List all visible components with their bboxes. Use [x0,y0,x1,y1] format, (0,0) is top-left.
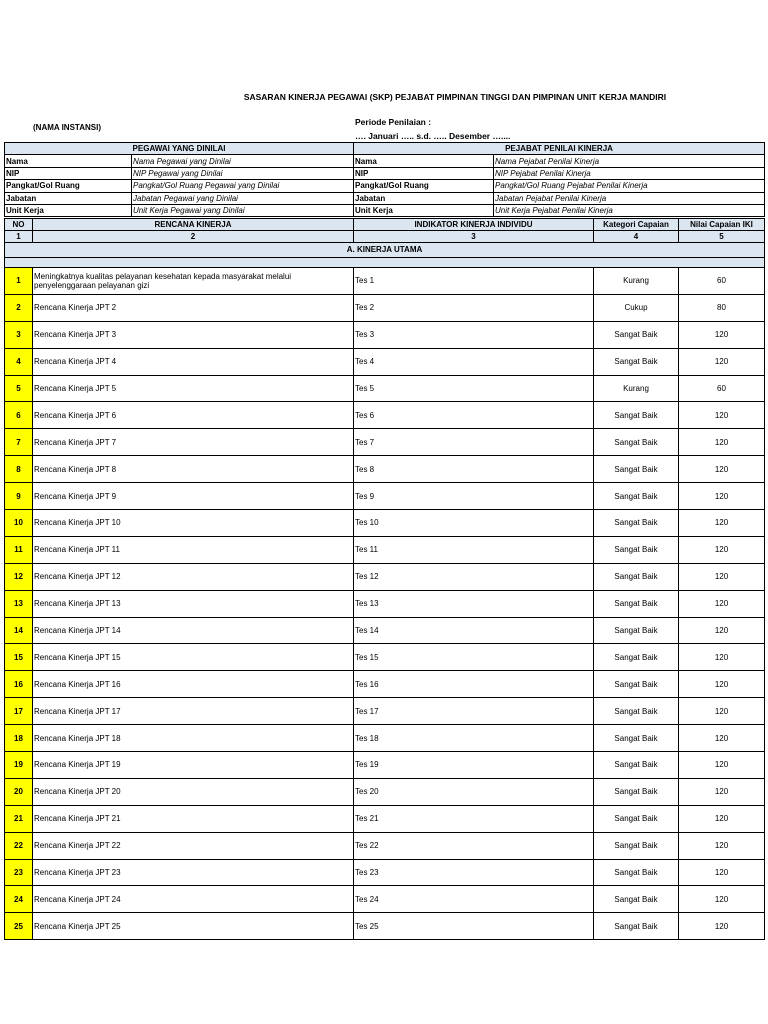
spacer-row [5,258,765,268]
penilai-label: Unit Kerja [354,204,494,216]
header-rencana: RENCANA KINERJA [33,219,354,231]
nilai-capaian: 120 [679,510,765,537]
nilai-capaian: 120 [679,617,765,644]
row-number: 14 [5,617,33,644]
kategori-capaian: Sangat Baik [594,644,679,671]
nilai-capaian: 120 [679,563,765,590]
row-number: 10 [5,510,33,537]
periode-label: Periode Penilaian : [355,117,432,127]
identity-row [5,167,765,179]
rencana-kinerja: Rencana Kinerja JPT 8 [33,456,354,483]
document-title: SASARAN KINERJA PEGAWAI (SKP) PEJABAT PIMPINAN TINGGI DAN PIMPINAN UNIT KERJA MANDIRI [243,92,667,102]
rencana-kinerja: Rencana Kinerja JPT 3 [33,321,354,348]
header-kategori: Kategori Capaian [594,219,679,231]
rencana-kinerja: Meningkatnya kualitas pelayanan kesehatan kepada masyarakat melalui penyelenggaraan pelayanan gizi [33,268,354,295]
table-row [5,671,765,698]
table-row [5,268,765,295]
pegawai-value: Nama Pegawai yang Dinilai [132,155,354,167]
row-number: 22 [5,832,33,859]
header-indikator: INDIKATOR KINERJA INDIVIDU [354,219,594,231]
header-nilai: Nilai Capaian IKI [679,219,765,231]
indikator-kinerja: Tes 17 [354,698,594,725]
table-row [5,805,765,832]
kategori-capaian: Sangat Baik [594,913,679,940]
nilai-capaian: 120 [679,805,765,832]
pegawai-label: Nama [5,155,132,167]
table-row [5,590,765,617]
kategori-capaian: Sangat Baik [594,698,679,725]
rencana-kinerja: Rencana Kinerja JPT 19 [33,752,354,779]
table-row [5,752,765,779]
kategori-capaian: Cukup [594,294,679,321]
indikator-kinerja: Tes 24 [354,886,594,913]
rencana-kinerja: Rencana Kinerja JPT 15 [33,644,354,671]
kategori-capaian: Sangat Baik [594,832,679,859]
nilai-capaian: 120 [679,402,765,429]
row-number: 9 [5,483,33,510]
indikator-kinerja: Tes 6 [354,402,594,429]
column-number: 1 [5,231,33,243]
kategori-capaian: Sangat Baik [594,671,679,698]
pegawai-value: Pangkat/Gol Ruang Pegawai yang Dinilai [132,180,354,192]
table-row [5,698,765,725]
identity-row [5,192,765,204]
nilai-capaian: 120 [679,348,765,375]
table-row [5,483,765,510]
identity-row [5,155,765,167]
instansi-name: (NAMA INSTANSI) [33,123,101,132]
row-number: 13 [5,590,33,617]
nilai-capaian: 120 [679,644,765,671]
section-title: A. KINERJA UTAMA [5,243,765,258]
row-number: 17 [5,698,33,725]
identity-row [5,204,765,216]
nilai-capaian: 120 [679,483,765,510]
indikator-kinerja: Tes 1 [354,268,594,295]
table-row [5,725,765,752]
kategori-capaian: Kurang [594,375,679,402]
nilai-capaian: 60 [679,375,765,402]
pegawai-label: Unit Kerja [5,204,132,216]
kategori-capaian: Sangat Baik [594,617,679,644]
pegawai-value: Unit Kerja Pegawai yang Dinilai [132,204,354,216]
rencana-kinerja: Rencana Kinerja JPT 20 [33,778,354,805]
kategori-capaian: Sangat Baik [594,483,679,510]
indikator-kinerja: Tes 16 [354,671,594,698]
nilai-capaian: 120 [679,859,765,886]
indikator-kinerja: Tes 20 [354,778,594,805]
indikator-kinerja: Tes 25 [354,913,594,940]
rencana-kinerja: Rencana Kinerja JPT 17 [33,698,354,725]
column-number-row [5,231,765,243]
kategori-capaian: Sangat Baik [594,536,679,563]
pegawai-value: NIP Pegawai yang Dinilai [132,167,354,179]
nilai-capaian: 120 [679,913,765,940]
column-number: 2 [33,231,354,243]
indikator-kinerja: Tes 3 [354,321,594,348]
rencana-kinerja: Rencana Kinerja JPT 24 [33,886,354,913]
table-row [5,321,765,348]
nilai-capaian: 120 [679,725,765,752]
row-number: 15 [5,644,33,671]
indikator-kinerja: Tes 8 [354,456,594,483]
nilai-capaian: 120 [679,590,765,617]
nilai-capaian: 120 [679,886,765,913]
rencana-kinerja: Rencana Kinerja JPT 11 [33,536,354,563]
penilai-label: Jabatan [354,192,494,204]
table-row [5,617,765,644]
kategori-capaian: Sangat Baik [594,725,679,752]
table-row [5,563,765,590]
column-number: 5 [679,231,765,243]
indikator-kinerja: Tes 7 [354,429,594,456]
pegawai-label: Pangkat/Gol Ruang [5,180,132,192]
table-row [5,375,765,402]
penilai-value: NIP Pejabat Penilai Kinerja [494,167,765,179]
indikator-kinerja: Tes 10 [354,510,594,537]
rencana-kinerja: Rencana Kinerja JPT 18 [33,725,354,752]
pegawai-label: NIP [5,167,132,179]
indikator-kinerja: Tes 11 [354,536,594,563]
penilai-value: Pangkat/Gol Ruang Pejabat Penilai Kinerja [494,180,765,192]
pegawai-label: Jabatan [5,192,132,204]
row-number: 1 [5,268,33,295]
kategori-capaian: Sangat Baik [594,510,679,537]
table-row [5,644,765,671]
rencana-kinerja: Rencana Kinerja JPT 22 [33,832,354,859]
row-number: 18 [5,725,33,752]
column-number: 4 [594,231,679,243]
row-number: 6 [5,402,33,429]
penilai-label: Nama [354,155,494,167]
kategori-capaian: Kurang [594,268,679,295]
kategori-capaian: Sangat Baik [594,886,679,913]
nilai-capaian: 60 [679,268,765,295]
rencana-kinerja: Rencana Kinerja JPT 5 [33,375,354,402]
table-row [5,348,765,375]
indikator-kinerja: Tes 13 [354,590,594,617]
rencana-kinerja: Rencana Kinerja JPT 4 [33,348,354,375]
table-row [5,536,765,563]
table-header-row [5,219,765,231]
section-row [5,243,765,258]
rencana-kinerja: Rencana Kinerja JPT 21 [33,805,354,832]
row-number: 16 [5,671,33,698]
rencana-kinerja: Rencana Kinerja JPT 14 [33,617,354,644]
row-number: 8 [5,456,33,483]
rencana-kinerja: Rencana Kinerja JPT 9 [33,483,354,510]
kategori-capaian: Sangat Baik [594,402,679,429]
identity-row [5,180,765,192]
row-number: 19 [5,752,33,779]
kategori-capaian: Sangat Baik [594,859,679,886]
row-number: 20 [5,778,33,805]
row-number: 5 [5,375,33,402]
nilai-capaian: 120 [679,536,765,563]
nilai-capaian: 80 [679,294,765,321]
penilai-label: Pangkat/Gol Ruang [354,180,494,192]
indikator-kinerja: Tes 18 [354,725,594,752]
table-row [5,294,765,321]
nilai-capaian: 120 [679,429,765,456]
nilai-capaian: 120 [679,321,765,348]
kategori-capaian: Sangat Baik [594,752,679,779]
pegawai-value: Jabatan Pegawai yang Dinilai [132,192,354,204]
table-row [5,510,765,537]
indikator-kinerja: Tes 21 [354,805,594,832]
periode-value: …. Januari ….. s.d. ….. Desember ….... [355,131,511,141]
kategori-capaian: Sangat Baik [594,805,679,832]
penilai-value: Jabatan Pejabat Penilai Kinerja [494,192,765,204]
rencana-kinerja: Rencana Kinerja JPT 25 [33,913,354,940]
nilai-capaian: 120 [679,752,765,779]
kategori-capaian: Sangat Baik [594,778,679,805]
row-number: 3 [5,321,33,348]
table-row [5,456,765,483]
rencana-kinerja: Rencana Kinerja JPT 6 [33,402,354,429]
indikator-kinerja: Tes 14 [354,617,594,644]
row-number: 12 [5,563,33,590]
table-row [5,778,765,805]
penilai-label: NIP [354,167,494,179]
header-no: NO [5,219,33,231]
nilai-capaian: 120 [679,671,765,698]
row-number: 11 [5,536,33,563]
kategori-capaian: Sangat Baik [594,321,679,348]
rencana-kinerja: Rencana Kinerja JPT 13 [33,590,354,617]
kategori-capaian: Sangat Baik [594,563,679,590]
kategori-capaian: Sangat Baik [594,590,679,617]
row-number: 21 [5,805,33,832]
nilai-capaian: 120 [679,698,765,725]
table-row [5,429,765,456]
kategori-capaian: Sangat Baik [594,456,679,483]
penilai-value: Nama Pejabat Penilai Kinerja [494,155,765,167]
table-row [5,832,765,859]
row-number: 23 [5,859,33,886]
indikator-kinerja: Tes 5 [354,375,594,402]
spacer-cell [5,258,765,268]
table-row [5,913,765,940]
table-row [5,886,765,913]
kategori-capaian: Sangat Baik [594,429,679,456]
row-number: 7 [5,429,33,456]
indikator-kinerja: Tes 23 [354,859,594,886]
indikator-kinerja: Tes 12 [354,563,594,590]
kategori-capaian: Sangat Baik [594,348,679,375]
indikator-kinerja: Tes 15 [354,644,594,671]
penilai-header: PEJABAT PENILAI KINERJA [354,143,765,155]
table-row [5,402,765,429]
identity-table [4,142,765,217]
indikator-kinerja: Tes 2 [354,294,594,321]
indikator-kinerja: Tes 9 [354,483,594,510]
kinerja-table [4,218,765,940]
nilai-capaian: 120 [679,456,765,483]
rencana-kinerja: Rencana Kinerja JPT 2 [33,294,354,321]
rencana-kinerja: Rencana Kinerja JPT 16 [33,671,354,698]
row-number: 25 [5,913,33,940]
rencana-kinerja: Rencana Kinerja JPT 23 [33,859,354,886]
penilai-value: Unit Kerja Pejabat Penilai Kinerja [494,204,765,216]
pegawai-header: PEGAWAI YANG DINILAI [5,143,354,155]
row-number: 2 [5,294,33,321]
rencana-kinerja: Rencana Kinerja JPT 10 [33,510,354,537]
rencana-kinerja: Rencana Kinerja JPT 12 [33,563,354,590]
row-number: 4 [5,348,33,375]
rencana-kinerja: Rencana Kinerja JPT 7 [33,429,354,456]
nilai-capaian: 120 [679,778,765,805]
indikator-kinerja: Tes 4 [354,348,594,375]
table-row [5,859,765,886]
column-number: 3 [354,231,594,243]
indikator-kinerja: Tes 22 [354,832,594,859]
row-number: 24 [5,886,33,913]
nilai-capaian: 120 [679,832,765,859]
indikator-kinerja: Tes 19 [354,752,594,779]
